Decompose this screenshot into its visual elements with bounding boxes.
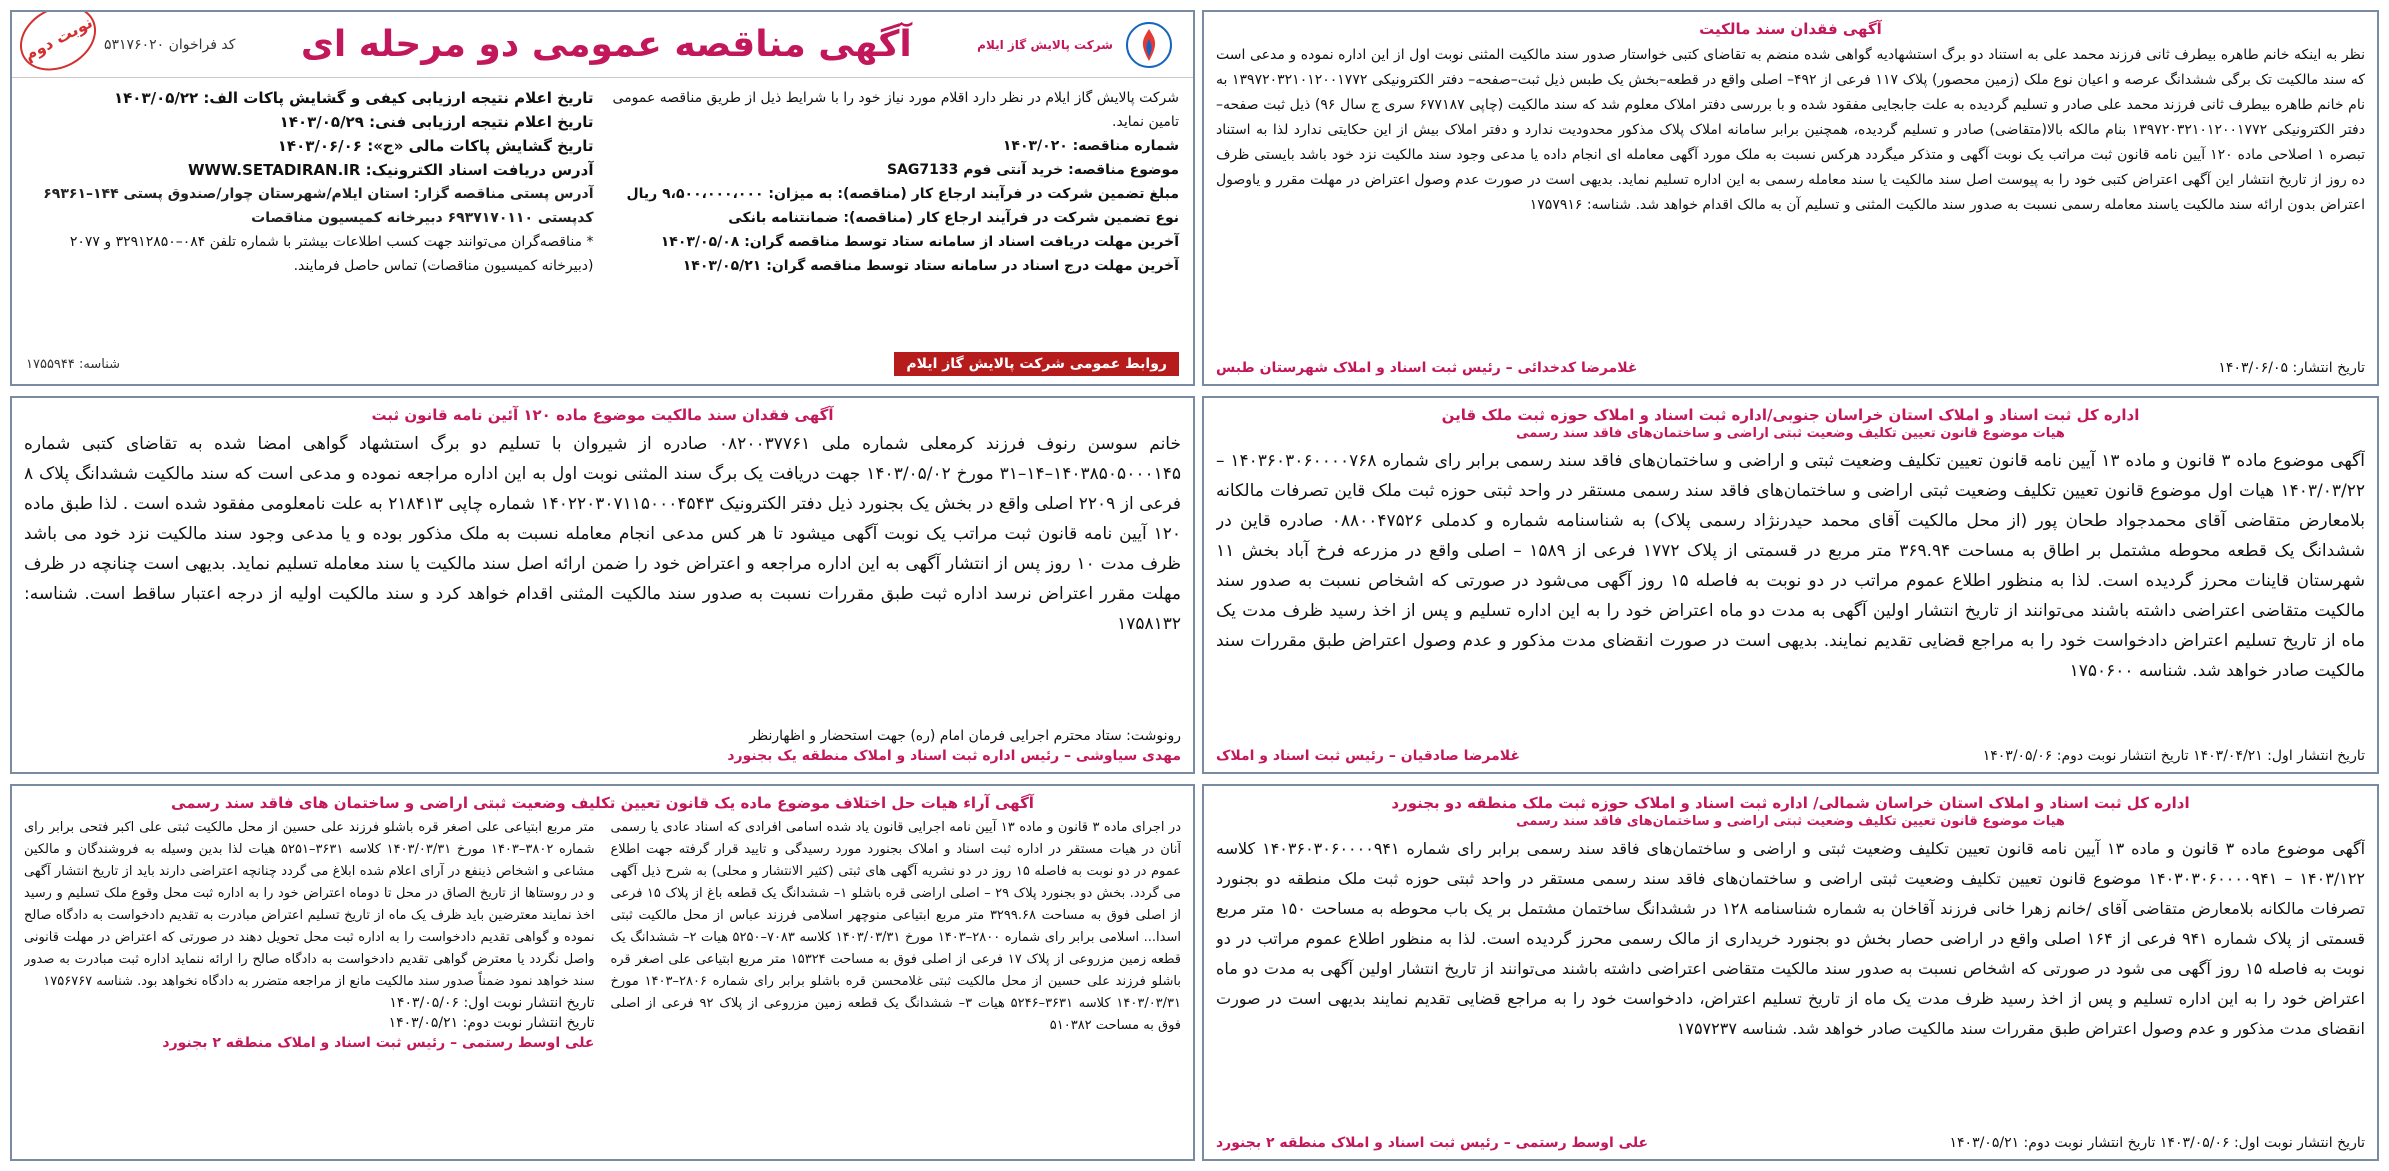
notice-subtitle: هیات موضوع قانون تعیین تکلیف وضعیت ثبتی اراضی و ساختمان‌های فاقد سند رسمی [1516,426,2065,441]
notice-body: نظر به اینکه خانم طاهره بیطرف ثانی فرزند محمد علی به استناد دو برگ استشهادیه گواهی شده منضم به تقاضای کتبی خواستار صدور سند مالکیت المثنی نوبت اول از این اداره نموده و مدعی است که سند مالکیت تک برگی ششدانگ عرصه و اعیان نوع ملک (زمین محصور) پلاک ۱۱۷ فرعی از ۴۹۲– اصلی واقع در قطعه–بخش یک طبس ذیل ثبت–صفحه– دفتر الکترونیکی ۱۳۹۷۲۰۳۲۱۰۱۲۰۰۱۷۷۲ به نام خانم طاهره بیطرف ثانی فرزند محمد علی صادر و تسلیم گردیده به علت جابجایی مفقود شده و با بررسی دفتر املاک معلوم شد که سند مالکیت (چاپی ۶۷۷۱۸۷ سری ج سال ۹۶) ذیل ثبت صفحه– دفتر الکترونیکی ۱۳۹۷۲۰۳۲۱۰۱۲۰۰۱۷۷۲ بنام مالکه بالا(متقاضی) صادر و تسلیم گردیده، همچنین برابر سامانه املاک پلاک مذکور محدودیت ندارد و دفتر املاک بیش از این حکایتی ندارد لذا به استناد تبصره ۱ اصلاحی ماده ۱۲۰ آیین نامه قانون ثبت مراتب یک نوبت آگهی و متذکر میگردد هرکس نسبت به ملک مورد آگهی معامله ای انجام داده یا مدعی وجود سند مالکیت نزد خود باشد بایستی ظرف ده روز از تاریخ انتشار این آگهی اعتراض کتبی خود را به پیوست اصل سند مالکیت یا سند معامله رسمی به این اداره تسلیم نماید. بدیهی است در صورت عدم وصول اعتراض در مهلت مقرر و یاوصول اعتراض بدون ارائه سند مالکیت یاسند معامله رسمی نسبت به صدور سند مالکیت المثنی و تسلیم آن به مالک اقدام خواهد شد. شناسه: ۱۷۵۷۹۱۶ [1216,47,2365,213]
second-round-stamp: نوبت دوم [10,10,107,83]
publish-date: تاریخ انتشار نوبت اول: ۱۴۰۳/۰۵/۰۶ تاریخ انتشار نوبت دوم: ۱۴۰۳/۰۵/۲۱ [1949,1135,2365,1151]
notice-body-left-text: متر مربع ابتیاعی علی اصغر قره باشلو فرزند علی حسین از محل مالکیت ثبتی علی اکبر فتحی برابر رای شماره ۳۸۰۲–۱۴۰۳ مورخ ۱۴۰۳/۰۳/۳۱ کلاسه ۳۶۳۱–۵۲۵۱ هیات لذا بدین وسیله به فروشندگان و مالکین مشاعی و اشخاص ذینفع در آرای اعلام شده ابلاغ می گردد چنانچه اعتراضی دارند باید از تاریخ انتشار آگهی و در روستاها از تاریخ الصاق در محل تا دوماه اعتراض خود را به اداره ثبت محل وقوع ملک تسلیم و رسید اخذ نمایند معترضین باید ظرف یک ماه از تاریخ تسلیم اعتراض مبادرت به تقدیم دادخواست به دادگاه صالح نموده و گواهی تقدیم دادخواست را به اداره ثبت محل تحویل دهند در صورتی که اعتراض در مهلت قانونی واصل نگردد یا معترض گواهی تقدیم دادخواست به دادگاه صالح را ارائه ننماید اداره ثبت مبادرت به صدور سند خواهد نمود ضمناً صدور سند مالکیت مانع از مراجعه متضرر به دادگاه نخواهد بود. شناسه ۱۷۵۶۷۶۷ [24,820,595,989]
notice-title: آگهی فقدان سند مالکیت [1699,20,1882,38]
financial-open-date: تاریخ گشایش پاکات مالی «ج»: ۱۴۰۳/۰۶/۰۶ [277,137,594,155]
notice-tender-ilam-gas [10,10,1195,386]
signer: غلامرضا صادقیان – رئیس ثبت اسناد و املاک [1216,748,1521,764]
notice-body-left-column [24,817,595,1153]
notice-lost-deed-bojnurd [10,396,1195,774]
publish-date-first: تاریخ انتشار نوبت اول: ۱۴۰۳/۰۵/۰۶ [389,995,595,1011]
notice-body: آگهی موضوع ماده ۳ قانون و ماده ۱۳ آیین نامه قانون تعیین تکلیف وضعیت ثبتی و اراضی و ساختمان‌های فاقد سند رسمی برابر رای شماره ۱۴۰۳۶۰۳۰۶۰۰۰۰۹۴۱ کلاسه ۱۴۰۳/۱۲۲ – ۱۴۰۳۰۳۰۶۰۰۰۰۹۴۱ موضوع قانون تعیین تکلیف وضعیت ثبتی اراضی و ساختمان‌های فاقد سند رسمی مستقر در واحد ثبتی حوزه ثبت ملک منطقه دو بجنورد تصرفات مالکانه بلامعارض متقاضی آقای /خانم زهرا خانی فرزند آقاخان به شماره شناسنامه ۱۲۸ در ششدانگ ساختمان مشتمل بر یک باب محوطه به مساحت ۱۵۰ متر مربع قسمتی از پلاک شماره ۹۴۱ فرعی از ۱۶۴ اصلی واقع در اراضی حصار بخش دو بجنورد خریداری از مالک رسمی محرز گردیده است. لذا به منظور اطلاع عموم مراتب در دو نوبت به فاصله ۱۵ روز آگهی می شود در صورتی که اشخاص نسبت به صدور سند مالکیت متقاضی اعتراضی داشته باشند می‌توانند از تاریخ انتشار اولین آگهی به مدت دو ماه اعتراض خود را به این اداره تسلیم و پس از اخذ رسید ظرف مدت یک ماه از تاریخ تسلیم اعتراض، دادخواست خود را به مراجع قضایی تقدیم نمایند بدیهی است در صورت انقضای مدت مذکور و عدم وصول اعتراض طبق مقررات سند مالکیت صادر خواهد شد. شناسه ۱۷۵۷۲۳۷ [1216,839,2365,1038]
tender-guarantee-type: نوع تضمین شرکت در فرآیند ارجاع کار (مناقصه): ضمانتنامه بانکی [728,210,1179,226]
tender-title: آگهی مناقصه عمومی دو مرحله ای [300,24,912,65]
notice-bojnurd-zone2-registry [1202,784,2379,1161]
notice-id: شناسه: ۱۷۵۵۹۴۴ [26,356,121,372]
notice-title: اداره کل ثبت اسناد و املاک استان خراسان جنوبی/اداره ثبت اسناد و املاک حوزه ثبت ملک قاین [1441,406,2140,424]
tender-doc-submit-deadline: آخرین مهلت درج اسناد در سامانه ستاد توسط مناقصه گران: ۱۴۰۳/۰۵/۲۱ [682,258,1179,274]
publish-date: تاریخ انتشار: ۱۴۰۳/۰۶/۰۵ [2218,360,2365,376]
publish-date: تاریخ انتشار اول: ۱۴۰۳/۰۴/۲۱ تاریخ انتشار نوبت دوم: ۱۴۰۳/۰۵/۰۶ [1982,748,2365,764]
signer: علی اوسط رستمی – رئیس ثبت اسناد و املاک منطقه ۲ بجنورد [162,1035,595,1051]
contact-note: * مناقصه‌گران می‌توانند جهت کسب اطلاعات بیشتر با شماره تلفن ۰۸۴–۳۲۹۱۲۸۵۰ و ۲۰۷۷ (دبیرخانه کمیسیون مناقصات) تماس حاصل فرمایند. [69,234,594,274]
call-number: کد فراخوان ۵۳۱۷۶۰۲۰ [104,36,236,53]
tender-intro: شرکت پالایش گاز ایلام در نظر دارد اقلام مورد نیاز خود را با شرایط ذیل از طریق مناقصه عمومی تامین نماید. [612,90,1179,130]
qual-result-date: تاریخ اعلام نتیجه ارزیابی کیفی و گشایش پاکات الف: ۱۴۰۳/۰۵/۲۲ [113,89,594,107]
notice-subtitle: هیات موضوع قانون تعیین تکلیف وضعیت ثبتی اراضی و ساختمان‌های فاقد سند رسمی [1516,814,2065,829]
tender-subject: موضوع مناقصه: خرید آنتی فوم SAG7133 [886,162,1179,178]
notice-title: آگهی آراء هیات حل اختلاف موضوع ماده یک قانون تعیین تکلیف وضعیت ثبتی اراضی و ساختمان های فاقد سند رسمی [171,794,1034,812]
notice-lost-deed-tabas [1202,10,2379,386]
tender-details-left [26,86,594,344]
electronic-docs-address: آدرس دریافت اسناد الکترونیک: WWW.SETADIRAN.IR [187,161,594,179]
tender-details-right [612,86,1180,344]
notice-body-right-column: در اجرای ماده ۳ قانون و ماده ۱۳ آیین نامه اجرایی قانون یاد شده اسامی افرادی که اسناد عادی یا رسمی آنان در هیات مستقر در اداره ثبت اسناد و املاک بجنورد مورد رسیدگی و تایید قرار گرفته جهت اطلاع عموم در دو نوبت به فاصله ۱۵ روز در دو نشریه آگهی های ثبتی (کثیر الانتشار و محلی) به شرح ذیل آگهی می گردد. بخش دو بجنورد پلاک ۲۹ – اصلی اراضی قره باشلو ۱– ششدانگ یک قطعه باغ از پلاک ۱۵ فرعی از اصلی فوق به مساحت ۳۲۹۹.۶۸ متر مربع ابتیاعی منوچهر اسلامی فرزند عباس از محل مالکیت ثبتی اسدا... اسلامی برابر رای شماره ۲۸۰۰–۱۴۰۳ مورخ ۱۴۰۳/۰۳/۳۱ کلاسه ۷۰۸۳–۵۲۵۰ هیات ۲– ششدانگ یک قطعه زمین مزروعی از پلاک ۱۷ فرعی از اصلی فوق به مساحت ۱۵۳۲۴ متر مربع ابتیاعی علی اصغر قره باشلو فرزند علی حسین از محل مالکیت ثبتی غلامحسن قره باشلو برابر رای شماره ۲۸۰۶–۱۴۰۳ مورخ ۱۴۰۳/۰۳/۳۱ کلاسه ۳۶۳۱–۵۲۴۶ هیات ۳– ششدانگ یک قطعه زمین مزروعی از پلاک ۹۲ فرعی از اصلی فوق به مساحت ۵۱۰۳۸۲ [610,820,1181,1033]
notice-body: آگهی موضوع ماده ۳ قانون و ماده ۱۳ آیین نامه قانون تعیین تکلیف وضعیت ثبتی و اراضی و ساختمان‌های فاقد سند رسمی برابر رای شماره ۱۴۰۳۶۰۳۰۶۰۰۰۰۷۶۸ – ۱۴۰۳/۰۳/۲۲ هیات اول موضوع قانون تعیین تکلیف وضعیت ثبتی اراضی و ساختمان‌های فاقد سند رسمی مستقر در واحد ثبتی حوزه ثبت ملک قاین تصرفات مالکانه بلامعارض متقاضی آقای محمدجواد طحان پور (از محل مالکیت آقای محمد حیدرنژاد رسمی پلاک) به شناسنامه شماره و کدملی ۰۸۸۰۰۴۷۵۲۶ صادره قاین در ششدانگ یک قطعه محوطه مشتمل بر اطاق به مساحت ۳۶۹.۹۴ متر مربع در قسمتی از پلاک ۱۷۷۲ فرعی از ۱۵۸۹ – اصلی واقع در مزرعه فرخ آباد بخش ۱۱ شهرستان قاینات محرز گردیده است. لذا به منظور اطلاع عموم مراتب در دو نوبت به فاصله ۱۵ روز آگهی می‌شود در صورتی که اشخاص نسبت به صدور سند مالکیت متقاضی اعتراضی داشته باشند می‌توانند از تاریخ انتشار اولین آگهی به مدت دو ماه اعتراض خود را به این اداره تسلیم و پس از اخذ رسید ظرف مدت یک ماه از تاریخ تسلیم اعتراض دادخواست خود را به مراجع قضایی تقدیم نمایند. بدیهی است در صورت انقضای مدت مذکور و عدم وصول اعتراض طبق مقررات سند مالکیت صادر خواهد شد. شناسه ۱۷۵۰۶۰۰ [1216,451,2365,681]
tender-header [12,12,1193,78]
public-relations-banner: روابط عمومی شرکت پالایش گاز ایلام [894,352,1179,376]
tender-guarantee-amount: مبلغ تضمین شرکت در فرآیند ارجاع کار (مناقصه): به میزان: ۹،۵۰۰،۰۰۰،۰۰۰ ریال [626,186,1179,202]
publish-date-second: تاریخ انتشار نوبت دوم: ۱۴۰۳/۰۵/۲۱ [388,1015,595,1031]
org-name: شرکت پالایش گاز ایلام [977,37,1113,52]
signer: علی اوسط رستمی – رئیس ثبت اسناد و املاک منطقه ۲ بجنورد [1216,1135,1649,1151]
notice-title: آگهی فقدان سند مالکیت موضوع ماده ۱۲۰ آئین نامه قانون ثبت [371,406,834,424]
tender-number: شماره مناقصه: ۱۴۰۳/۰۲۰ [1002,138,1179,154]
tech-result-date: تاریخ اعلام نتیجه ارزیابی فنی: ۱۴۰۳/۰۵/۲۹ [279,113,594,131]
postal-address: آدرس پستی مناقصه گزار: استان ایلام/شهرستان چوار/صندوق پستی ۱۴۴–۶۹۳۶۱ کدپستی ۶۹۳۷۱۷۰۱۱۰ دبیرخانه کمیسیون مناقصات [43,186,594,226]
notice-dispute-board-rulings [10,784,1195,1161]
notice-body: خانم سوسن رنوف فرزند کرمعلی شماره ملی ۰۸۲۰۰۳۷۷۶۱ صادره از شیروان با تسلیم دو برگ استشهاد گواهی امضا شده به تقاضای کتبی شماره ۱۴۰۳۸۵۰۵۰۰۰۱۴۵–۱۴–۳۱ مورخ ۱۴۰۳/۰۵/۰۲ جهت دریافت یک برگ سند المثنی نوبت اول به این اداره مراجعه نموده و مدعی است که سند مالکیت ششدانگ پلاک ۸ فرعی از ۲۲۰۹ اصلی واقع در بخش یک بجنورد ذیل دفتر الکترونیک ۱۴۰۲۲۰۳۰۷۱۱۵۰۰۰۴۵۴۳ شماره چاپی ۲۱۸۴۱۳ به علت نامعلومی مفقود شده است . لذا طبق ماده ۱۲۰ آیین نامه قانون ثبت مراتب یک نوبت آگهی میشود تا هر کس مدعی انجام معامله نسبت به ملک مذکور بوده و یا مدعی وجود سند مالکیت نزد خود می باشد ظرف مدت ۱۰ روز پس از انتشار آگهی به این اداره مراجعه و اعتراض خود را ضمن ارائه اصل سند مالکیت یا سند معامله تسلیم نماید. بدیهی است چنانچه در ظرف مهلت مقرر اعتراض نرسد اداره ثبت طبق مقررات نسبت به صدور سند مالکیت المثنی اقدام خواهد کرد و سند مالکیت اولیه از درجه اعتبار ساقط است. شناسه: ۱۷۵۸۱۳۲ [24,434,1181,634]
gas-company-logo-icon [1119,19,1179,71]
notice-qaen-registry [1202,396,2379,774]
signer: غلامرضا کدخدائی – رئیس ثبت اسناد و املاک شهرستان طبس [1216,360,1638,376]
signer: مهدی سیاوشی – رئیس اداره ثبت اسناد و املاک منطقه یک بجنورد [727,748,1181,764]
notice-footnote: رونوشت: ستاد محترم اجرایی فرمان امام (ره) جهت استحضار و اظهارنظر [749,728,1181,744]
notice-title: اداره کل ثبت اسناد و املاک استان خراسان شمالی/ اداره ثبت اسناد و املاک حوزه ثبت ملک منطقه دو بجنورد [1391,794,2190,812]
tender-doc-receive-deadline: آخرین مهلت دریافت اسناد از سامانه ستاد توسط مناقصه گران: ۱۴۰۳/۰۵/۰۸ [660,234,1179,250]
